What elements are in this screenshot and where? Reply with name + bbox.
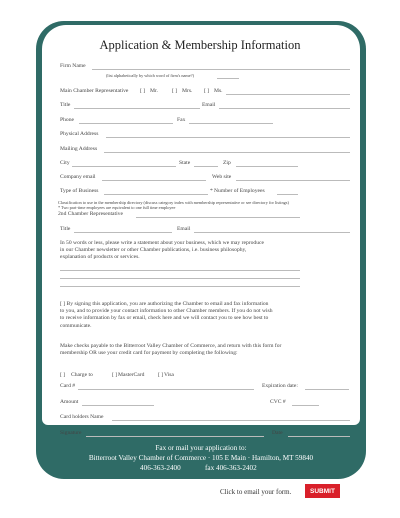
firm-name-note: (list alphabetically by which word of firm's name?) <box>106 73 194 78</box>
cvc-field[interactable] <box>292 405 319 406</box>
type-business-label: Type of Business <box>60 188 99 194</box>
mr-label: Mr. <box>150 88 158 94</box>
email-label: Email <box>202 102 216 108</box>
statement-line-1[interactable] <box>60 270 300 271</box>
main-rep-field[interactable] <box>226 94 350 95</box>
city-field[interactable] <box>72 166 176 167</box>
charge-label: Charge to <box>71 372 93 378</box>
statement-line-2[interactable] <box>60 278 300 279</box>
card-holder-label: Card holders Name <box>60 414 104 420</box>
amount-label: Amount <box>60 399 79 405</box>
card-label: Card # <box>60 383 76 389</box>
zip-label: Zip <box>223 160 231 166</box>
mailing-address-field[interactable] <box>104 152 350 153</box>
mastercard-checkbox[interactable]: [ ] <box>112 372 118 378</box>
employees-label: Number of Employees <box>214 188 265 194</box>
state-field[interactable] <box>194 166 218 167</box>
title2-label: Title <box>60 226 71 232</box>
zip-field[interactable] <box>236 166 298 167</box>
title2-field[interactable] <box>74 232 172 233</box>
footer-line-1: Fax or mail your application to: <box>155 444 247 452</box>
firm-name-field[interactable] <box>92 69 350 70</box>
website-field[interactable] <box>236 180 350 181</box>
amount-field[interactable] <box>82 405 154 406</box>
city-label: City <box>60 160 70 166</box>
mrs-checkbox[interactable]: [ ] <box>172 88 178 94</box>
mrs-label: Mrs. <box>182 88 193 94</box>
date-label: Date <box>272 430 283 436</box>
fax-field[interactable] <box>189 123 273 124</box>
email-form-label: Click to email your form. <box>220 488 292 496</box>
signature-label: Signature <box>60 430 82 436</box>
expiration-label: Expiration date: <box>262 383 298 389</box>
firm-name-label: Firm Name <box>60 63 86 69</box>
statement-line-3[interactable] <box>60 286 300 287</box>
mastercard-label: MasterCard <box>118 372 145 378</box>
physical-address-label: Physical Address <box>60 131 99 137</box>
company-email-field[interactable] <box>102 180 206 181</box>
phone-label: Phone <box>60 117 74 123</box>
visa-label: Visa <box>164 372 174 378</box>
mr-checkbox[interactable]: [ ] <box>140 88 146 94</box>
form-paper <box>42 25 360 425</box>
statement-text: In 50 words or less, please write a statement about your business, which we may reproduce in our Chamber newsletter or other Chamber publications, i.e. business philosophy, explanation of products or services. <box>60 240 264 261</box>
checks-text: Make checks payable to the Bitterroot Valley Chamber of Commerce, and return with this form for membership OR use your credit card for payment by completing the following: <box>60 343 282 357</box>
parttime-marker: * <box>58 205 61 210</box>
signature-field[interactable] <box>86 436 264 437</box>
charge-checkbox[interactable]: [ ] <box>60 372 66 378</box>
employees-marker: * <box>210 188 213 194</box>
firm-alpha-field[interactable] <box>217 78 239 79</box>
second-rep-field[interactable] <box>136 217 300 218</box>
email2-label: Email <box>177 226 191 232</box>
expiration-field[interactable] <box>305 389 349 390</box>
footer-phone: 406-363-2400 <box>140 464 181 472</box>
title-label: Title <box>60 102 71 108</box>
email2-field[interactable] <box>194 232 350 233</box>
email-field[interactable] <box>219 108 350 109</box>
footer-line-2: Bitterroot Valley Chamber of Commerce · 105 E Main · Hamilton, MT 59840 <box>88 454 314 462</box>
date-field[interactable] <box>288 436 350 437</box>
card-holder-field[interactable] <box>112 420 350 421</box>
ms-checkbox[interactable]: [ ] <box>204 88 210 94</box>
ms-label: Ms. <box>214 88 223 94</box>
employees-field[interactable] <box>277 194 298 195</box>
fax-label: Fax <box>177 117 186 123</box>
physical-address-field[interactable] <box>106 137 350 138</box>
visa-checkbox[interactable]: [ ] <box>158 372 164 378</box>
page-title: Application & Membership Information <box>99 38 301 52</box>
parttime-note: Two part-time employees are equivalent to one full time employee <box>61 205 176 210</box>
mailing-address-label: Mailing Address <box>60 146 98 152</box>
consent-text[interactable]: [ ] By signing this application, you are authorizing the Chamber to email and fax information to you, and to provide your contact information to other Chamber members. If you do not wish to receive information by fax or email, check here and we will contact you to see how best to communicate. <box>60 301 273 329</box>
state-label: State <box>179 160 191 166</box>
card-field[interactable] <box>78 389 254 390</box>
cvc-label: CVC # <box>270 399 286 405</box>
footer-fax: fax 406-363-2402 <box>205 464 257 472</box>
submit-button[interactable]: SUBMIT <box>305 484 340 498</box>
classification-note: Classification to use in the membership directory (discuss category index with membership representative or see directory for listings) <box>58 200 289 205</box>
main-rep-label: Main Chamber Representative <box>60 88 129 94</box>
phone-field[interactable] <box>79 123 173 124</box>
title-field[interactable] <box>74 108 200 109</box>
type-business-field[interactable] <box>104 194 208 195</box>
company-email-label: Company email <box>60 174 96 180</box>
website-label: Web site <box>212 174 232 180</box>
second-rep-label: 2nd Chamber Representative <box>58 211 123 217</box>
